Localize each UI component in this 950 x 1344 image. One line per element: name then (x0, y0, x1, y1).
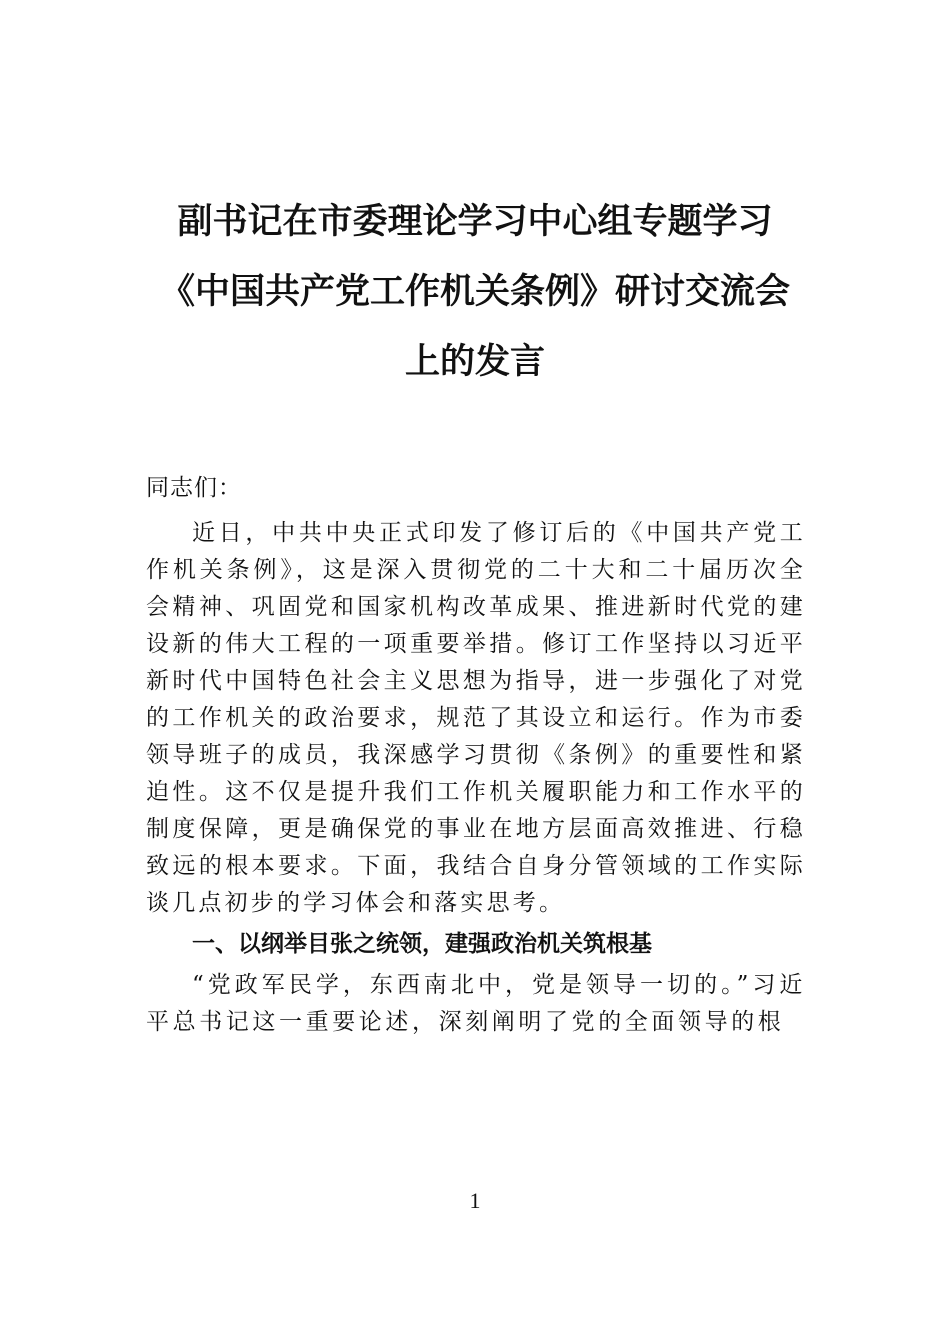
section-heading: 一、以纲举目张之统领，建强政治机关筑根基 (192, 931, 652, 957)
title-line-2: 《中国共产党工作机关条例》研讨交流会 (159, 271, 790, 312)
section-paragraph: “党政军民学，东西南北中，党是领导一切的。”习近平总书记这一重要论述，深刻阐明了党的全面领导的根 (146, 972, 806, 1035)
title-line-1: 副书记在市委理论学习中心组专题学习 (177, 201, 773, 242)
document-body (146, 470, 806, 1041)
salutation: 同志们： (146, 475, 242, 501)
title-line-3: 上的发言 (404, 341, 545, 382)
document-title (100, 187, 850, 397)
page-number: 1 (469, 1188, 481, 1213)
intro-paragraph: 近日，中共中央正式印发了修订后的《中国共产党工作机关条例》，这是深入贯彻党的二十大和二十届历次全会精神、巩固党和国家机构改革成果、推进新时代党的建设新的伟大工程的一项重要举措。修订工作坚持以习近平新时代中国特色社会主义思想为指导，进一步强化了对党的工作机关的政治要求，规范了其设立和运行。作为市委领导班子的成员，我深感学习贯彻《条例》的重要性和紧迫性。这不仅是提升我们工作机关履职能力和工作水平的制度保障，更是确保党的事业在地方层面高效推进、行稳致远的根本要求。下面，我结合自身分管领域的工作实际谈几点初步的学习体会和落实思考。 (146, 520, 806, 916)
